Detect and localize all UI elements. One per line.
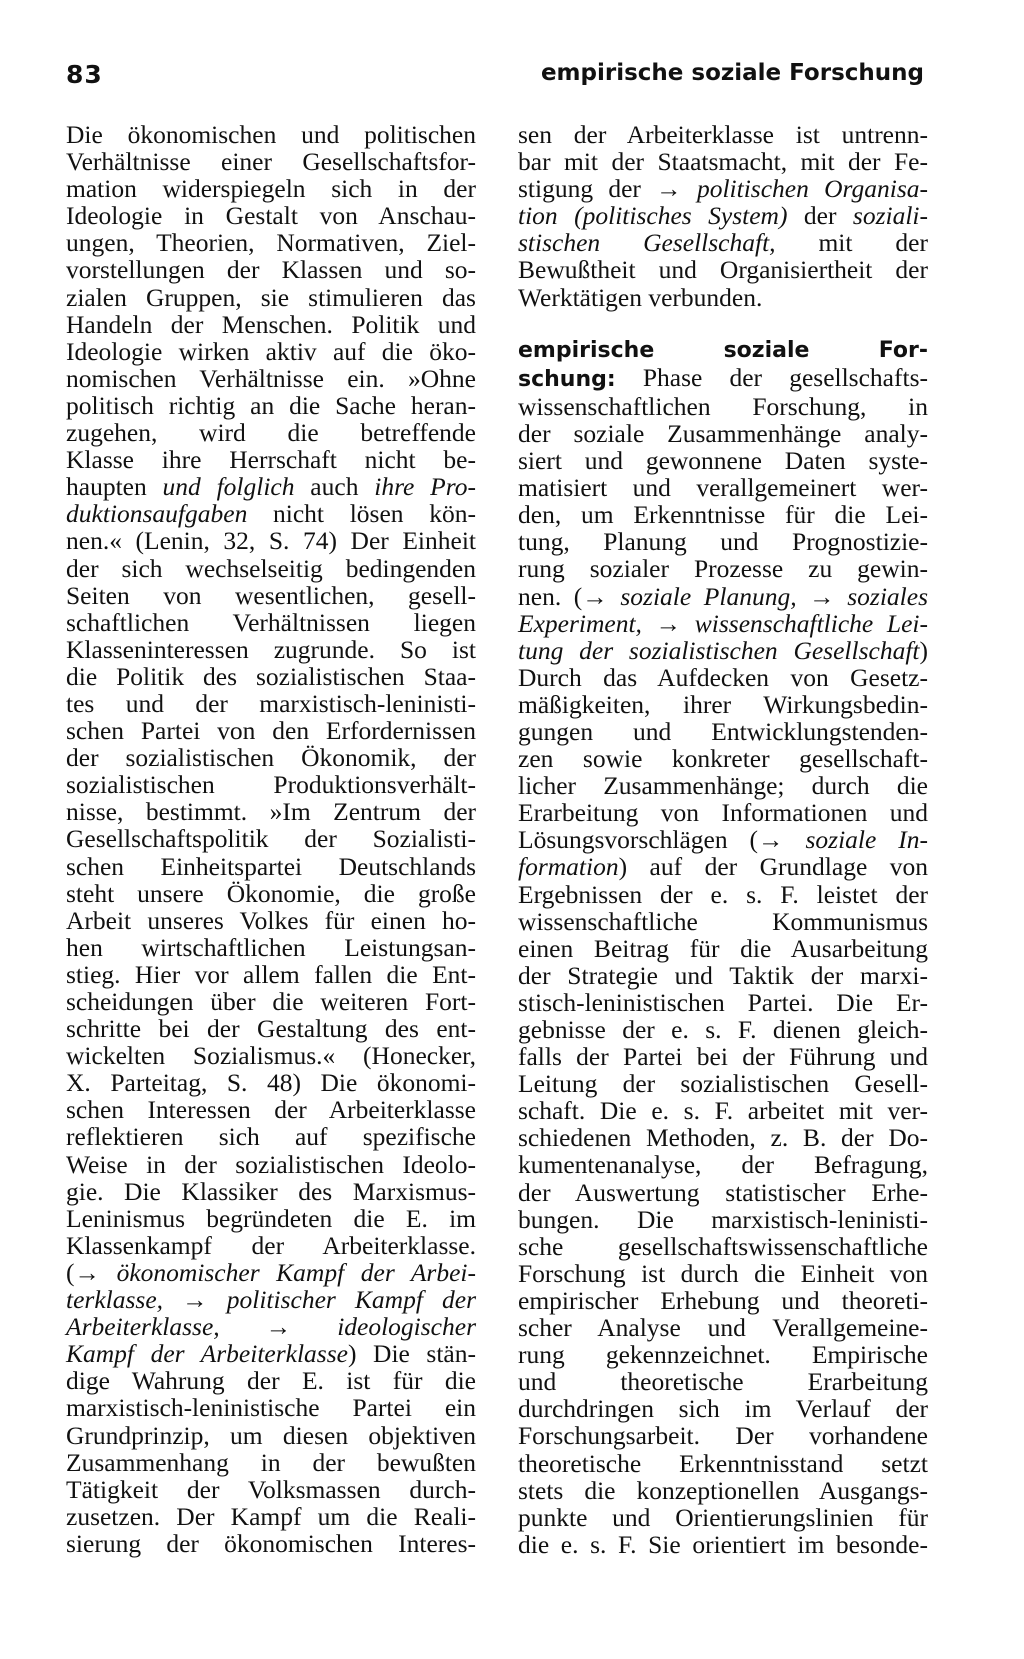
text-line (518, 583, 928, 610)
text-line (66, 1205, 476, 1232)
text-segment: → (641, 608, 695, 638)
text-line (66, 825, 476, 852)
text-line (66, 609, 476, 636)
text-segment: Bewußtheit und Organisiertheit der (518, 255, 928, 285)
text-line (518, 284, 928, 311)
text-line (518, 420, 928, 447)
text-segment: ) auf der Grundlage von (618, 852, 928, 882)
text-segment: nen.« (Lenin, 32, S. 74) Der Einheit (66, 526, 476, 556)
text-line (66, 175, 476, 202)
text-line (66, 527, 476, 554)
text-segment: Weise in der sozialistischen Ideolo- (66, 1149, 476, 1179)
text-segment: ungen, Theorien, Normativen, Ziel- (66, 228, 476, 258)
text-segment: schiedenen Methoden, z. B. der Do- (518, 1123, 928, 1153)
text-segment: Forschung ist durch die Einheit von (518, 1258, 928, 1288)
text-line (518, 175, 928, 202)
cross-reference: soziale Planung, (620, 581, 797, 611)
text-segment: Handeln der Menschen. Politik und (66, 309, 476, 339)
text-line (518, 1233, 928, 1260)
text-segment: Erarbeitung von Informationen und (518, 798, 928, 828)
text-line (66, 365, 476, 392)
text-line (518, 229, 928, 256)
text-segment: matisiert und verallgemeinert wer- (518, 473, 928, 503)
text-segment: Klasse ihre Herrschaft nicht be- (66, 445, 476, 475)
text-segment: der Auswertung statistischer Erhe- (518, 1177, 928, 1207)
text-line (66, 1015, 476, 1042)
text-segment: durchdringen sich im Verlauf der (518, 1394, 928, 1424)
text-segment: → (796, 581, 848, 611)
text-line (518, 745, 928, 772)
text-line (66, 1476, 476, 1503)
text-segment: scheidungen über die weiteren Fort- (66, 987, 476, 1016)
entry-keyword: schung: (518, 366, 616, 392)
text-segment: und theoretische Erarbeitung (518, 1367, 928, 1397)
text-line (66, 880, 476, 907)
text-line (66, 311, 476, 338)
text-line (518, 1314, 928, 1341)
text-segment: sierung der ökonomischen Interes- (66, 1528, 476, 1558)
text-line (66, 1096, 476, 1123)
text-segment: Zusammenhang in der bewußten (66, 1447, 476, 1477)
text-segment: Arbeit unseres Volkes für einen ho- (66, 905, 476, 935)
text-segment: die e. s. F. Sie orientiert im besonde- (518, 1529, 928, 1559)
text-line (518, 1151, 928, 1178)
text-line (66, 1367, 476, 1394)
text-line (66, 663, 476, 690)
text-segment: haupten (66, 472, 163, 502)
text-segment: steht unsere Ökonomie, die große (66, 878, 476, 908)
text-segment: schen Einheitspartei Deutschlands (66, 851, 476, 881)
cross-reference: soziali- (852, 201, 928, 231)
text-segment: der Strategie und Taktik der marxi- (518, 960, 928, 990)
text-line (518, 1504, 928, 1531)
cross-reference: formation (518, 852, 619, 882)
text-line (66, 636, 476, 663)
text-line (518, 908, 928, 935)
text-line (518, 1422, 928, 1449)
text-line (518, 1070, 928, 1097)
text-segment: zen sowie konkreter gesellschaft- (518, 744, 928, 774)
text-segment: nicht lösen kön- (247, 499, 476, 529)
text-segment: Durch das Aufdecken von Gesetz- (518, 662, 928, 692)
text-segment: der (787, 201, 853, 231)
text-line (66, 500, 476, 527)
text-segment: mation widerspiegeln sich in der (66, 174, 476, 204)
text-segment: einen Beitrag für die Ausarbeitung (518, 933, 928, 963)
text-line (518, 610, 928, 637)
cross-reference: politischer Kampf der (226, 1285, 477, 1315)
text-segment: hen wirtschaftlichen Leistungsan- (66, 932, 476, 962)
text-line (66, 1313, 476, 1340)
text-line (518, 1341, 928, 1368)
text-line (66, 1232, 476, 1259)
text-line (518, 501, 928, 528)
text-segment: stisch-leninistischen Partei. Die Er- (518, 987, 928, 1017)
right-column (518, 121, 928, 1558)
text-segment: wissenschaftlichen Forschung, in (518, 391, 928, 421)
text-segment: der soziale Zusammenhänge analy- (518, 418, 928, 448)
text-segment: sen der Arbeiterklasse ist untrenn- (518, 120, 928, 149)
text-segment: dige Wahrung der E. ist für die (66, 1366, 476, 1396)
text-line (518, 853, 928, 880)
page-number: 83 (66, 60, 103, 89)
text-segment: kumentenanalyse, der Befragung, (518, 1150, 928, 1180)
text-segment: siert und gewonnene Daten syste- (518, 446, 928, 476)
text-segment: empirischer Erhebung und theoreti- (518, 1285, 928, 1315)
text-line (518, 1124, 928, 1151)
text-segment: Ergebnissen der e. s. F. leistet der (518, 879, 928, 909)
left-column (66, 121, 476, 1557)
text-segment: Gesellschaftspolitik der Sozialisti- (66, 824, 476, 854)
text-segment: Verhältnisse einer Gesellschaftsfor- (66, 147, 476, 177)
text-line (518, 335, 928, 364)
cross-reference: ihre Pro- (374, 472, 476, 502)
text-segment: schritte bei der Gestaltung des ent- (66, 1014, 476, 1044)
text-line (66, 853, 476, 880)
text-line (518, 962, 928, 989)
cross-reference: soziales (847, 581, 929, 611)
left-column-text (66, 121, 476, 1557)
text-line (66, 284, 476, 311)
text-segment: sche gesellschaftswissenschaftliche (518, 1231, 928, 1261)
text-line (518, 474, 928, 501)
text-line (66, 690, 476, 717)
cross-reference: terklasse, (66, 1285, 164, 1315)
text-segment: nisse, bestimmt. »Im Zentrum der (66, 797, 476, 827)
entry-separator (518, 311, 928, 335)
entry-keyword: empirische soziale For- (518, 337, 928, 363)
text-segment: die Politik des sozialistischen Staa- (66, 661, 476, 691)
text-segment: bungen. Die marxistisch-leninisti- (518, 1204, 928, 1234)
text-line (518, 528, 928, 555)
text-line (518, 1395, 928, 1422)
text-segment: schen Interessen der Arbeiterklasse (66, 1095, 476, 1125)
text-line (66, 1340, 476, 1367)
text-segment: sozialistischen Produktionsverhält- (66, 770, 476, 800)
text-line (66, 1286, 476, 1313)
text-segment: → (163, 1285, 227, 1315)
text-segment: gungen und Entwicklungstenden- (518, 716, 928, 746)
text-segment: licher Zusammenhänge; durch die (518, 771, 928, 801)
text-line (66, 907, 476, 934)
text-line (518, 202, 928, 229)
text-line (66, 771, 476, 798)
text-line (66, 1530, 476, 1557)
previous-entry-continuation (518, 121, 928, 311)
text-segment: stieg. Hier vor allem fallen die Ent- (66, 959, 476, 989)
text-segment: theoretische Erkenntnisstand setzt (518, 1448, 928, 1478)
text-line (518, 1531, 928, 1558)
text-line (518, 989, 928, 1016)
text-line (66, 121, 476, 148)
cross-reference: ideologischer (337, 1312, 476, 1342)
text-segment: Grundprinzip, um diesen objektiven (66, 1420, 476, 1450)
text-line (518, 772, 928, 799)
text-line (66, 1178, 476, 1205)
cross-reference: tung der sozialistischen Gesellschaft (518, 635, 920, 665)
text-line (518, 826, 928, 853)
text-line (66, 1259, 476, 1286)
text-line (66, 798, 476, 825)
text-segment: zusetzen. Der Kampf um die Reali- (66, 1501, 476, 1531)
cross-reference: Experiment, (518, 608, 642, 638)
text-segment: punkte und Orientierungslinien für (518, 1502, 928, 1532)
text-line (518, 447, 928, 474)
text-line (66, 1151, 476, 1178)
text-segment: X. Parteitag, S. 48) Die ökonomi- (66, 1068, 476, 1098)
text-segment: marxistisch-leninistische Partei ein (66, 1393, 476, 1423)
text-line (66, 988, 476, 1015)
text-segment: (→ (66, 1257, 117, 1287)
text-line (518, 1043, 928, 1070)
text-segment: Leitung der sozialistischen Gesell- (518, 1069, 928, 1099)
text-segment: Seiten von wesentlichen, gesell- (66, 580, 476, 610)
text-line (518, 718, 928, 745)
text-segment: der sozialistischen Ökonomik, der (66, 743, 476, 773)
text-segment: gie. Die Klassiker des Marxismus- (66, 1176, 476, 1206)
text-line (518, 1287, 928, 1314)
text-segment: ) (919, 635, 928, 665)
text-line (518, 1179, 928, 1206)
text-line (518, 637, 928, 664)
text-line (66, 229, 476, 256)
text-segment: Werktätigen verbunden. (518, 282, 763, 312)
text-segment: stigung der → (518, 174, 697, 204)
text-line (66, 1042, 476, 1069)
text-segment: zialen Gruppen, sie stimulieren das (66, 282, 476, 312)
text-segment: der sich wechselseitig bedingenden (66, 553, 476, 583)
text-segment: auch (294, 472, 375, 502)
text-line (518, 881, 928, 908)
text-line (518, 691, 928, 718)
text-segment: vorstellungen der Klassen und so- (66, 255, 476, 285)
text-line (518, 121, 928, 148)
text-line (518, 555, 928, 582)
cross-reference: duktionsaufgaben (66, 499, 248, 529)
text-segment: → (219, 1312, 338, 1342)
text-line (66, 256, 476, 283)
text-line (518, 1016, 928, 1043)
text-segment: den, um Erkenntnisse für die Lei- (518, 500, 928, 530)
cross-reference: politischen Organisa- (696, 174, 929, 204)
text-line (66, 473, 476, 500)
text-line (66, 1394, 476, 1421)
text-line (66, 1449, 476, 1476)
text-segment: nomischen Verhältnisse ein. »Ohne (66, 363, 476, 393)
text-line (518, 1260, 928, 1287)
running-title: empirische soziale Forschung (540, 60, 924, 86)
text-segment: Leninismus begründeten die E. im (66, 1203, 476, 1233)
text-segment: Klasseninteressen zugrunde. So ist (66, 634, 476, 664)
cross-reference: soziale In- (805, 825, 928, 855)
text-line (518, 664, 928, 691)
text-line (66, 1123, 476, 1150)
text-line (66, 717, 476, 744)
text-segment: Ideologie wirken aktiv auf die öko- (66, 336, 476, 366)
cross-reference: stischen Gesellschaft, (518, 228, 776, 258)
text-segment: Ideologie in Gestalt von Anschau- (66, 201, 476, 231)
cross-reference: und folglich (162, 472, 295, 502)
text-line (66, 148, 476, 175)
text-segment: gebnisse der e. s. F. dienen gleich- (518, 1015, 928, 1044)
text-line (518, 393, 928, 420)
text-segment: reflektieren sich auf spezifische (66, 1122, 476, 1152)
cross-reference: Kampf der Arbeiterklasse (66, 1339, 348, 1369)
text-segment: schaftlichen Verhältnissen liegen (66, 607, 476, 637)
text-segment: rung sozialer Prozesse zu gewin- (518, 554, 928, 584)
text-line (518, 1368, 928, 1395)
text-segment: Lösungsvorschlägen (→ (518, 825, 806, 855)
text-segment: ) Die stän- (347, 1339, 476, 1369)
text-line (518, 1450, 928, 1477)
cross-reference: wissenschaftliche Lei- (694, 608, 928, 638)
text-segment: tung, Planung und Prognostizie- (518, 527, 928, 557)
text-line (66, 202, 476, 229)
text-segment: mit der (775, 228, 928, 258)
text-segment: schen Partei von den Erfordernissen (66, 716, 476, 746)
text-line (66, 555, 476, 582)
text-segment: Die ökonomischen und politischen (66, 120, 476, 149)
text-line (66, 338, 476, 365)
text-line (518, 1097, 928, 1124)
cross-reference: Arbeiterklasse, (66, 1312, 220, 1342)
entry-empirische-soziale-forschung (518, 335, 928, 1558)
text-segment: scher Analyse und Verallgemeine- (518, 1313, 928, 1343)
text-line (66, 934, 476, 961)
cross-reference: ökonomischer Kampf der Arbei- (116, 1257, 476, 1287)
text-segment: nen. (→ (518, 581, 621, 611)
text-segment: tes und der marxistisch-leninisti- (66, 688, 476, 718)
text-segment: politisch richtig an die Sache heran- (66, 390, 476, 420)
text-line (518, 364, 928, 393)
text-line (518, 148, 928, 175)
text-segment: falls der Partei bei der Führung und (518, 1042, 928, 1072)
text-segment: bar mit der Staatsmacht, mit der Fe- (518, 147, 928, 177)
text-segment: Tätigkeit der Volksmassen durch- (66, 1474, 476, 1504)
text-line (66, 446, 476, 473)
text-line (66, 961, 476, 988)
text-segment: Klassenkampf der Arbeiterklasse. (66, 1230, 476, 1260)
text-line (518, 799, 928, 826)
text-segment: wickelten Sozialismus.« (Honecker, (66, 1041, 476, 1071)
text-line (66, 419, 476, 446)
cross-reference: tion (politisches System) (518, 201, 788, 231)
text-line (66, 582, 476, 609)
text-line (66, 1503, 476, 1530)
text-line (66, 744, 476, 771)
text-line (66, 1422, 476, 1449)
text-segment: Phase der gesellschafts- (615, 362, 928, 392)
text-line (518, 935, 928, 962)
text-line (518, 1477, 928, 1504)
text-segment: stets die konzeptionellen Ausgangs- (518, 1475, 928, 1505)
text-segment: zugehen, wird die betreffende (66, 418, 476, 448)
text-line (66, 1069, 476, 1096)
text-segment: wissenschaftliche Kommunismus (518, 906, 928, 936)
text-line (518, 256, 928, 283)
text-segment: mäßigkeiten, ihrer Wirkungsbedin- (518, 689, 928, 719)
text-segment: Forschungsarbeit. Der vorhandene (518, 1421, 928, 1451)
text-segment: schaft. Die e. s. F. arbeitet mit ver- (518, 1096, 928, 1126)
text-segment: rung gekennzeichnet. Empirische (518, 1340, 928, 1370)
text-line (66, 392, 476, 419)
text-line (518, 1206, 928, 1233)
